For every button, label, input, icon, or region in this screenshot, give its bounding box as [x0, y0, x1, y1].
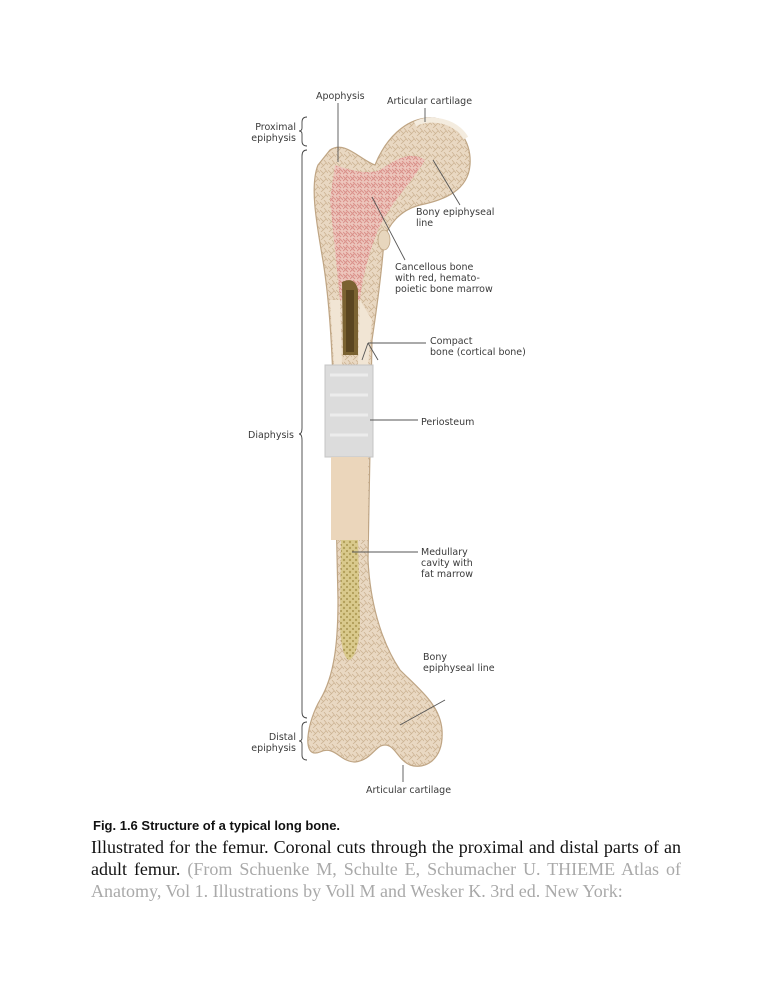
label-bony-epiphyseal-line-bottom: Bony epiphyseal line [423, 652, 495, 674]
label-diaphysis: Diaphysis [248, 430, 294, 441]
figure-caption-title: Fig. 1.6 Structure of a typical long bone. [93, 818, 341, 833]
fat-marrow-cavity [340, 540, 360, 660]
caption-text: Illustrated for the femur. Coronal cuts through the proximal and distal parts of an adult femur. [91, 837, 681, 879]
label-cancellous-bone: Cancellous bone with red, hemato- poietic bone marrow [395, 262, 493, 295]
label-compact-bone: Compact bone (cortical bone) [430, 336, 526, 358]
label-articular-cartilage-bottom: Articular cartilage [366, 785, 452, 796]
label-bony-epiphyseal-line-top: Bony epiphyseal line [416, 207, 495, 229]
label-articular-cartilage-top: Articular cartilage [387, 96, 473, 107]
label-medullary-cavity: Medullary cavity with fat marrow [421, 547, 474, 580]
label-distal-epiphysis: Distal epiphysis [251, 732, 296, 754]
label-proximal-epiphysis: Proximal epiphysis [251, 122, 296, 144]
figure-caption-body [91, 836, 681, 902]
periosteum-band [325, 365, 373, 457]
caption-source: (From Schuenke M, Schulte E, Schumacher U. THIEME Atlas of Anatomy, Vol 1. Illustrations by Voll M and Wesker K. 3rd ed. New York: [91, 859, 682, 901]
label-periosteum: Periosteum [421, 417, 475, 428]
label-apophysis: Apophysis [316, 91, 365, 102]
